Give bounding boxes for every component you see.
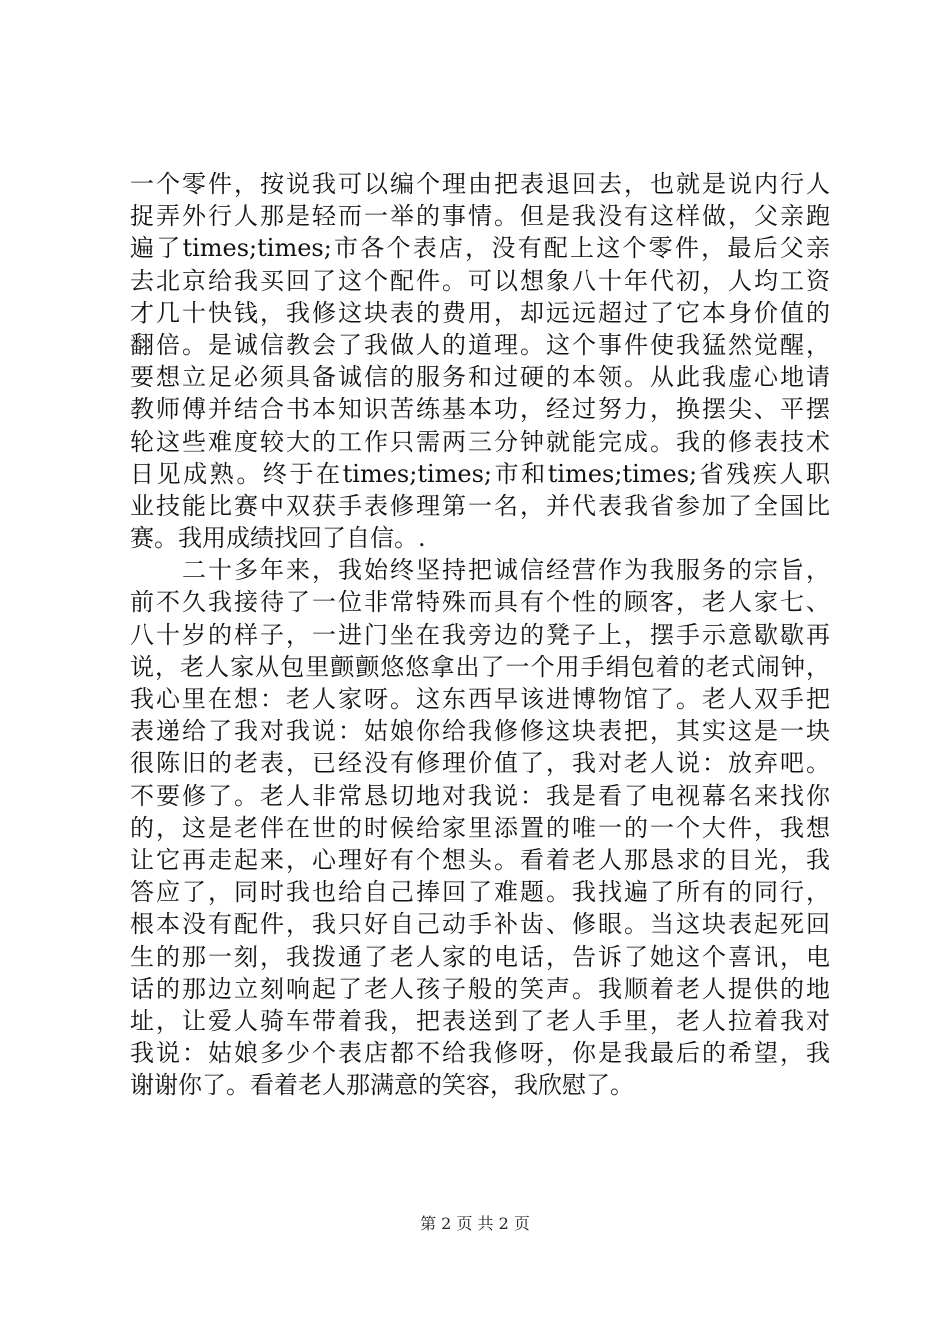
- text-line: 让它再走起来，心理好有个想头。看着老人那恳求的目光，我: [130, 845, 830, 874]
- text-line: 才几十快钱，我修这块表的费用，却远远超过了它本身价值的: [130, 298, 830, 327]
- page-number: 第 2 页 共 2 页: [420, 1214, 530, 1233]
- text-line: 表递给了我对我说：姑娘你给我修修这块表把，其实这是一块: [130, 717, 830, 746]
- text-line: 的，这是老伴在世的时候给家里添置的唯一的一个大件，我想: [130, 813, 830, 842]
- text-line: 要想立足必须具备诚信的服务和过硬的本领。从此我虚心地请: [130, 363, 830, 392]
- text-line: 根本没有配件，我只好自己动手补齿、修眼。当这块表起死回: [130, 910, 830, 939]
- text-line: 轮这些难度较大的工作只需两三分钟就能完成。我的修表技术: [130, 427, 830, 456]
- text-line: 答应了，同时我也给自己捧回了难题。我找遍了所有的同行，: [130, 878, 830, 907]
- text-line: 日见成熟。终于在times;times;市和times;times;省残疾人职: [130, 459, 830, 488]
- body-text: [130, 168, 830, 1101]
- text-line: 说，老人家从包里颤颤悠悠拿出了一个用手绢包着的老式闹钟，: [130, 652, 830, 681]
- text-line: 前不久我接待了一位非常特殊而具有个性的顾客，老人家七、: [130, 588, 830, 617]
- text-line-paragraph-start: 二十多年来，我始终坚持把诚信经营作为我服务的宗旨，: [130, 556, 830, 585]
- text-line: 话的那边立刻响起了老人孩子般的笑声。我顺着老人提供的地: [130, 974, 830, 1003]
- text-line: 捉弄外行人那是轻而一举的事情。但是我没有这样做，父亲跑: [130, 202, 830, 231]
- text-line: 我说：姑娘多少个表店都不给我修呀，你是我最后的希望，我: [130, 1039, 830, 1068]
- text-line: 很陈旧的老表，已经没有修理价值了，我对老人说：放弃吧。: [130, 749, 830, 778]
- text-line: 不要修了。老人非常恳切地对我说：我是看了电视幕名来找你: [130, 781, 830, 810]
- text-line: 遍了times;times;市各个表店，没有配上这个零件，最后父亲: [130, 234, 830, 263]
- text-line: 一个零件，按说我可以编个理由把表退回去，也就是说内行人: [130, 170, 830, 198]
- text-line-paragraph-end: 赛。我用成绩找回了自信。.: [130, 524, 426, 553]
- text-line: 教师傅并结合书本知识苦练基本功，经过努力，换摆尖、平摆: [130, 395, 830, 424]
- page-footer: [0, 1214, 950, 1234]
- text-line: 业技能比赛中双获手表修理第一名，并代表我省参加了全国比: [130, 491, 830, 520]
- text-line-paragraph-end: 谢谢你了。看着老人那满意的笑容，我欣慰了。: [130, 1071, 634, 1100]
- text-line: 生的那一刻，我拨通了老人家的电话，告诉了她这个喜讯，电: [130, 942, 830, 971]
- text-line: 址，让爱人骑车带着我，把表送到了老人手里，老人拉着我对: [130, 1006, 830, 1035]
- text-line: 去北京给我买回了这个配件。可以想象八十年代初，人均工资: [130, 266, 830, 295]
- text-line: 翻倍。是诚信教会了我做人的道理。这个事件使我猛然觉醒，: [130, 330, 830, 359]
- text-line: 八十岁的样子，一进门坐在我旁边的凳子上，摆手示意歇歇再: [130, 620, 830, 649]
- text-line: 我心里在想：老人家呀。这东西早该进博物馆了。老人双手把: [130, 685, 830, 713]
